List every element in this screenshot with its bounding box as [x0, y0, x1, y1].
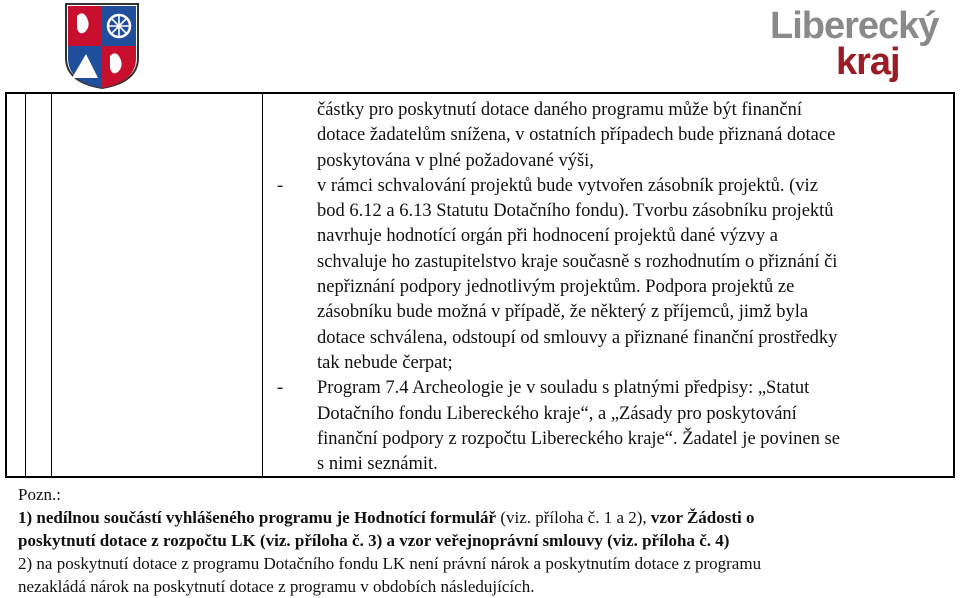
content-line: [272, 250, 952, 275]
content-line-text: bod 6.12 a 6.13 Statutu Dotačního fondu). Tvorbu zásobníku projektů: [317, 201, 834, 222]
content-line: [272, 402, 952, 427]
content-line: [272, 452, 952, 477]
logo-line-1: Liberecký: [770, 5, 939, 47]
page-header: [0, 0, 960, 92]
document-table: [5, 92, 955, 478]
content-line: [272, 300, 952, 325]
content-line-text: Program 7.4 Archeologie je v souladu s platnými předpisy: „Statut: [317, 378, 810, 399]
liberecky-kraj-logo: [770, 5, 939, 84]
content-line-text: tak nebude čerpat;: [317, 352, 453, 373]
note-1-line-1: [18, 506, 948, 529]
note-1-bold-c: poskytnutí dotace z rozpočtu LK (viz. příloha č. 3) a vzor veřejnoprávní smlouvy (viz. příloha č. 4): [18, 531, 730, 550]
note-1-bold-b: vzor Žádosti o: [650, 508, 755, 527]
content-line-text: Dotačního fondu Libereckého kraje“, a „Zásady pro poskytování: [317, 403, 797, 424]
note-1-line-2: [18, 529, 948, 552]
table-content-cell: [272, 98, 952, 477]
content-line: [272, 376, 952, 401]
content-line-text: v rámci schvalování projektů bude vytvořen zásobník projektů. (viz: [317, 175, 818, 196]
content-line-text: navrhuje hodnotící orgán při hodnocení projektů dané výzvy a: [317, 226, 779, 247]
note-2-line-2: nezakládá nárok na poskytnutí dotace z programu v obdobích následujících.: [18, 577, 535, 596]
content-line: [272, 174, 952, 199]
table-divider: [25, 94, 26, 476]
content-line: [272, 98, 952, 123]
content-line-text: částky pro poskytnutí dotace daného programu může být finanční: [317, 100, 802, 120]
content-line: [272, 351, 952, 376]
content-line: [272, 199, 952, 224]
notes-section: [18, 483, 948, 598]
content-line: [272, 275, 952, 300]
content-line-text: schvaluje ho zastupitelstvo kraje současně s rozhodnutím o přiznání či: [317, 251, 838, 272]
content-line-text: dotace schválena, odstoupí od smlouvy a přiznané finanční prostředky: [317, 327, 838, 348]
content-line-text: poskytována v plné požadované výši,: [317, 150, 594, 171]
note-1-plain: (viz. příloha č. 1 a 2),: [496, 508, 651, 527]
content-line: [272, 427, 952, 452]
content-line-text: finanční podpory z rozpočtu Libereckého kraje“. Žadatel je povinen se: [317, 428, 840, 449]
content-line-text: dotace žadatelům snížena, v ostatních případech bude přiznaná dotace: [317, 125, 836, 146]
content-line-text: nepřiznání podpory jednotlivým projektům. Podpora projektů ze: [317, 277, 795, 298]
table-divider: [262, 94, 263, 476]
content-line-text: s nimi seznámit.: [317, 454, 438, 475]
content-line: [272, 123, 952, 148]
content-line-text: zásobníku bude možná v případě, že některý z příjemců, jimž byla: [317, 302, 809, 323]
table-divider: [51, 94, 52, 476]
content-line: [272, 224, 952, 249]
list-dash: -: [277, 378, 284, 399]
logo-line-2: kraj: [836, 41, 900, 83]
czech-coat-of-arms-icon: [64, 2, 140, 90]
note-1-bold-a: 1) nedílnou součástí vyhlášeného programu je Hodnotící formulář: [18, 508, 497, 527]
notes-label: Pozn.:: [18, 485, 61, 504]
list-dash: -: [277, 175, 284, 196]
content-line: [272, 326, 952, 351]
note-2-line-1: 2) na poskytnutí dotace z programu Dotačního fondu LK není právní nárok a poskytnutím dotace z programu: [18, 554, 762, 573]
content-line: [272, 149, 952, 174]
